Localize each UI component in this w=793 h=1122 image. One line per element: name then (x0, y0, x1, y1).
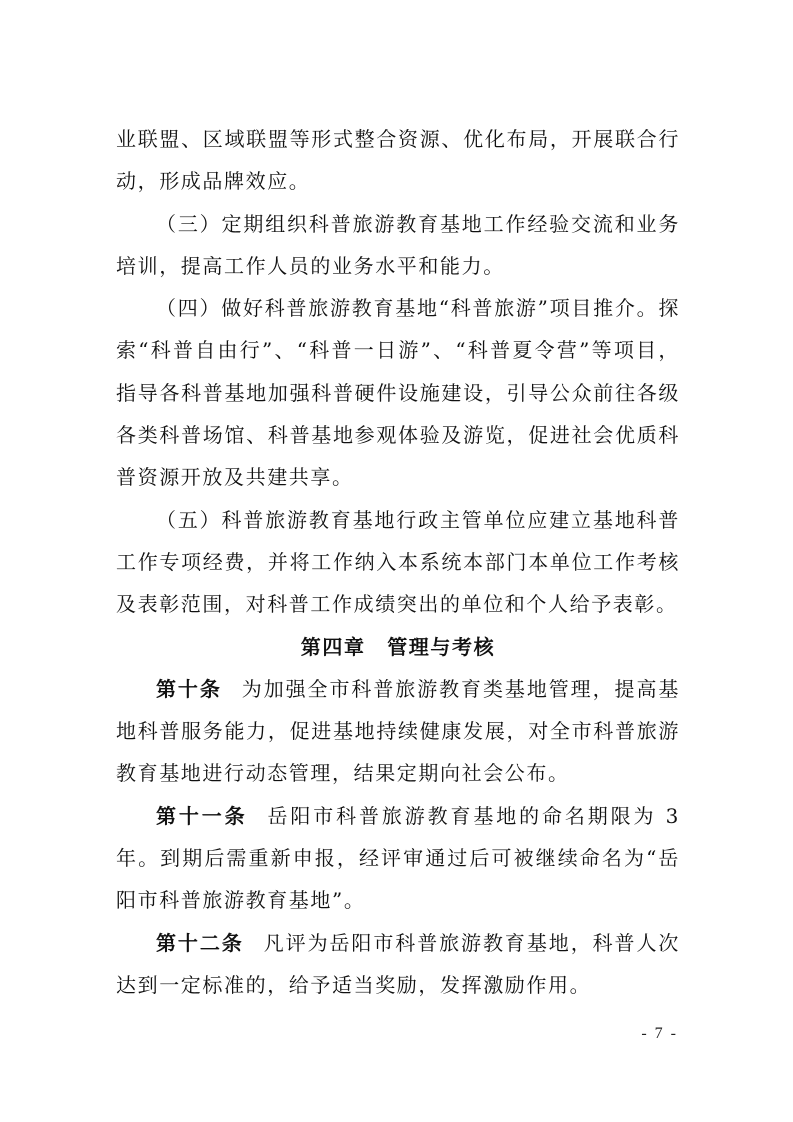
paragraph-item-5: （五）科普旅游教育基地行政主管单位应建立基地科普工作专项经费，并将工作纳入本系统本部门本单位工作考核及表彰范围，对科普工作成绩突出的单位和个人给予表彰。 (116, 507, 680, 617)
paragraph-continuation: 业联盟、区域联盟等形式整合资源、优化布局，开展联合行动，形成品牌效应。 (116, 127, 680, 194)
article-text: 岳阳市科普旅游教育基地的命名期限为 3 年。到期后需重新申报，经评审通过后可被继续命名为“岳阳市科普旅游教育基地”。 (116, 803, 680, 913)
paragraph-item-3: （三）定期组织科普旅游教育基地工作经验交流和业务培训，提高工作人员的业务水平和能力。 (116, 211, 680, 278)
page-number: - 7 - (641, 1025, 678, 1042)
paragraph-item-4: （四）做好科普旅游教育基地“科普旅游”项目推介。探索“科普自由行”、“科普一日游”、“科普夏令营”等项目，指导各科普基地加强科普硬件设施建设，引导公众前往各级各类科普场馆、科普基地参观体验及游览，促进社会优质科普资源开放及共建共享。 (116, 296, 680, 490)
article-number: 第十二条 (156, 930, 244, 955)
article-text: 为加强全市科普旅游教育类基地管理，提高基地科普服务能力，促进基地持续健康发展，对全市科普旅游教育基地进行动态管理，结果定期向社会公布。 (116, 676, 680, 786)
article-10 (116, 668, 680, 795)
document-body (116, 118, 680, 1006)
article-11 (116, 795, 680, 922)
chapter-title: 第四章 管理与考核 (300, 634, 496, 659)
article-number: 第十一条 (156, 803, 248, 828)
article-12 (116, 922, 680, 1007)
article-number: 第十条 (156, 676, 222, 701)
article-text: 凡评为岳阳市科普旅游教育基地，科普人次达到一定标准的，给予适当奖励，发挥激励作用。 (116, 930, 680, 997)
